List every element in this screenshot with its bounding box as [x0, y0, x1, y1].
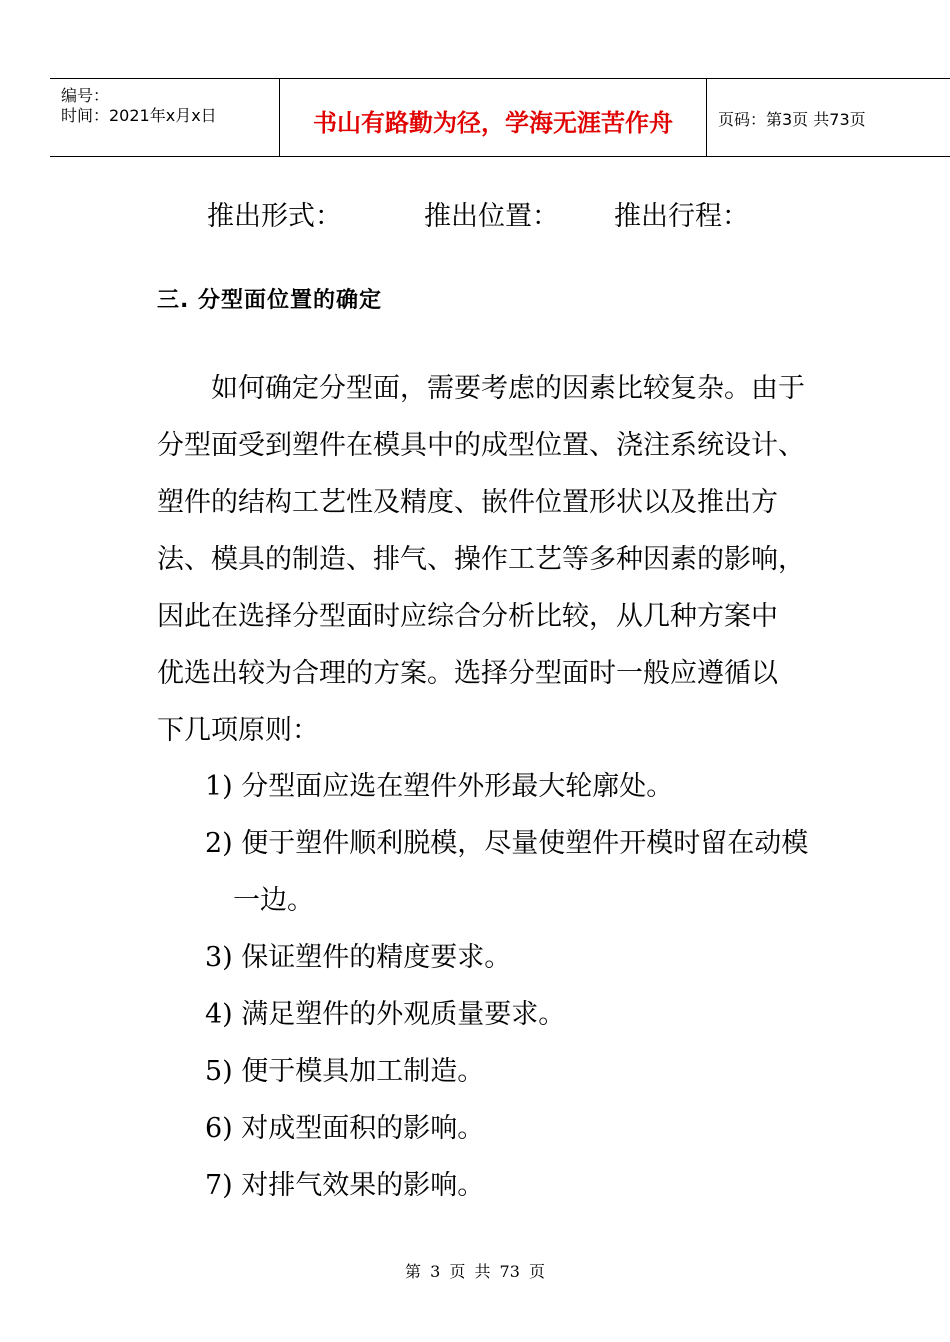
intro-paragraph — [157, 360, 877, 759]
page-header — [50, 78, 950, 157]
eject-form-label: 推出形式： — [207, 201, 342, 232]
list-item-continuation: 一边。 — [233, 885, 314, 916]
list-item: 2) 便于塑件顺利脱模，尽量使塑件开模时留在动模 — [205, 828, 809, 859]
doc-number-label: 编号： — [61, 86, 110, 105]
list-item: 4) 满足塑件的外观质量要求。 — [205, 999, 566, 1030]
list-item: 7) 对排气效果的影响。 — [205, 1170, 485, 1201]
list-item: 6) 对成型面积的影响。 — [205, 1113, 485, 1144]
paragraph-line: 如何确定分型面，需要考虑的因素比较复杂。由于 — [157, 373, 805, 404]
section-title: 三. 分型面位置的确定 — [157, 288, 383, 313]
list-item: 5) 便于模具加工制造。 — [205, 1056, 485, 1087]
principles-list — [205, 758, 808, 1214]
slogan-text: 书山有路勤为径，学海无涯苦作舟 — [313, 109, 673, 137]
eject-row — [207, 188, 749, 245]
page-info: 页码：第3页 共73页 — [718, 110, 866, 129]
header-slogan-cell — [279, 79, 707, 156]
paragraph-line: 塑件的结构工艺性及精度、嵌件位置形状以及推出方 — [157, 487, 778, 518]
paragraph-line: 优选出较为合理的方案。选择分型面时一般应遵循以 — [157, 658, 778, 689]
header-meta-cell — [50, 79, 279, 156]
paragraph-line: 下几项原则： — [157, 715, 319, 746]
list-item: 3) 保证塑件的精度要求。 — [205, 942, 512, 973]
header-page-cell — [706, 79, 950, 156]
doc-time-label: 时间：2021年x月x日 — [61, 106, 217, 125]
paragraph-line: 法、模具的制造、排气、操作工艺等多种因素的影响， — [157, 544, 805, 575]
paragraph-line: 因此在选择分型面时应综合分析比较，从几种方案中 — [157, 601, 778, 632]
eject-position-label: 推出位置： — [424, 201, 559, 232]
list-item: 1) 分型面应选在塑件外形最大轮廓处。 — [205, 771, 674, 802]
page-footer: 第 3 页 共 73 页 — [405, 1262, 545, 1281]
paragraph-line: 分型面受到塑件在模具中的成型位置、浇注系统设计、 — [157, 430, 805, 461]
eject-stroke-label: 推出行程： — [614, 201, 749, 232]
